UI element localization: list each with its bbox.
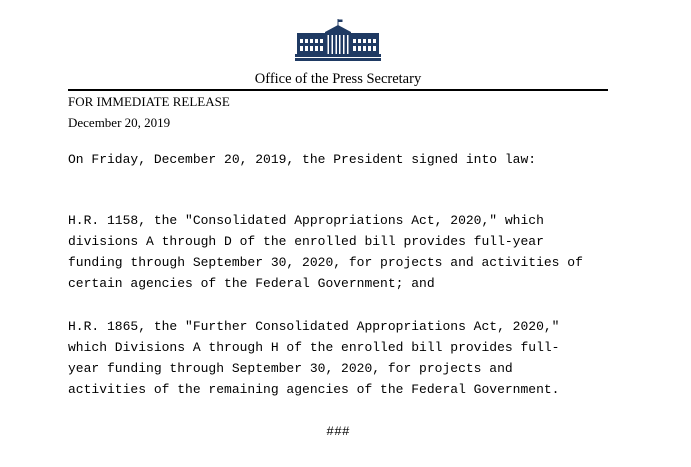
bill-line: H.R. 1158, the "Consolidated Appropriations Act, 2020," which (68, 213, 544, 228)
bill-line: which Divisions A through H of the enrolled bill provides full- (68, 340, 560, 355)
bill-line: activities of the remaining agencies of the Federal Government. (68, 382, 560, 397)
bill-line: year funding through September 30, 2020, for projects and (68, 361, 513, 376)
intro-text: On Friday, December 20, 2019, the President signed into law: (68, 152, 537, 167)
release-label: FOR IMMEDIATE RELEASE (68, 94, 230, 109)
end-mark: ### (326, 424, 350, 439)
white-house-icon (295, 19, 381, 63)
release-date: December 20, 2019 (68, 115, 171, 130)
bill-line: divisions A through D of the enrolled bill provides full-year (68, 234, 544, 249)
bill-line: H.R. 1865, the "Further Consolidated Appropriations Act, 2020," (68, 319, 560, 334)
bill-paragraph (68, 316, 559, 400)
bill-line: funding through September 30, 2020, for projects and activities of (68, 255, 583, 270)
header-divider (68, 89, 608, 91)
office-title: Office of the Press Secretary (254, 71, 422, 87)
bill-paragraph (68, 210, 583, 294)
bill-line: certain agencies of the Federal Government; and (68, 276, 435, 291)
